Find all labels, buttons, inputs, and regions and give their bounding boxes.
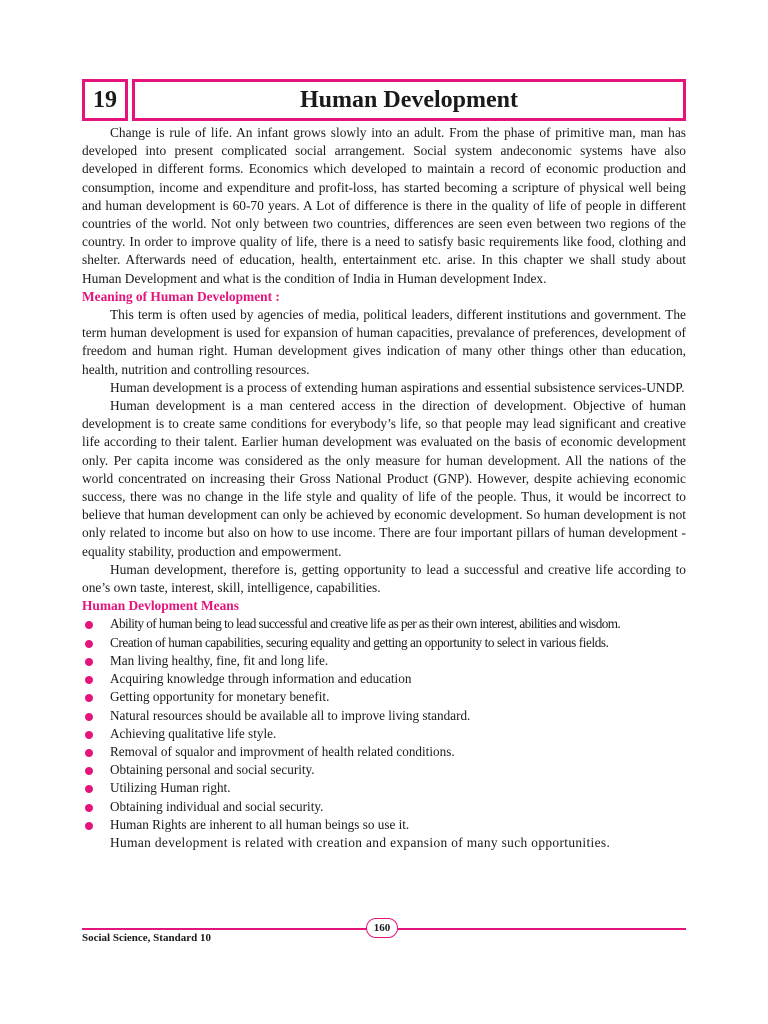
bullet-dot-icon bbox=[85, 822, 93, 830]
bullet-dot-icon bbox=[85, 621, 93, 629]
meaning-paragraph: Human development, therefore is, getting opportunity to lead a successful and creative life according to one’s own taste, interest, skill, intelligence, capabilities. bbox=[82, 561, 686, 596]
bullet-dot-icon bbox=[85, 658, 93, 666]
list-item-text: Achieving qualitative life style. bbox=[110, 725, 277, 741]
bullet-dot-icon bbox=[85, 767, 93, 775]
chapter-header bbox=[82, 79, 686, 121]
list-item-text: Removal of squalor and improvment of health related conditions. bbox=[110, 743, 455, 759]
bullet-dot-icon bbox=[85, 694, 93, 702]
meaning-heading: Meaning of Human Development : bbox=[82, 288, 280, 304]
bullet-dot-icon bbox=[85, 731, 93, 739]
means-heading: Human Devlopment Means bbox=[82, 598, 239, 614]
list-item-text: Human Rights are inherent to all human beings so use it. bbox=[110, 816, 410, 832]
page-number: 160 bbox=[366, 918, 398, 938]
list-item-text: Acquiring knowledge through information and education bbox=[110, 671, 412, 687]
page bbox=[82, 79, 686, 852]
list-item bbox=[82, 670, 686, 688]
list-item bbox=[82, 688, 686, 706]
chapter-body bbox=[82, 124, 686, 852]
list-item-text: Obtaining personal and social security. bbox=[110, 762, 315, 778]
list-item-text: Natural resources should be available all to improve living standard. bbox=[110, 707, 471, 723]
list-item bbox=[82, 707, 686, 725]
bullet-dot-icon bbox=[85, 804, 93, 812]
meaning-paragraph: This term is often used by agencies of media, political leaders, different institutions and government. The term human development is used for expansion of human capacities, prevalance of preferences, development of freedom and human right. Human development gives indication of many other things other than education, health, nutrition and controlling resources. bbox=[82, 307, 686, 377]
list-item bbox=[82, 779, 686, 797]
bullet-dot-icon bbox=[85, 676, 93, 684]
list-item bbox=[82, 725, 686, 743]
list-item-text: Creation of human capabilities, securing equality and getting an opportunity to select in various fields. bbox=[110, 634, 609, 650]
list-item bbox=[82, 816, 686, 834]
bullet-dot-icon bbox=[85, 749, 93, 757]
bullet-dot-icon bbox=[85, 785, 93, 793]
page-footer bbox=[82, 918, 686, 948]
means-list bbox=[82, 615, 686, 833]
intro-paragraph: Change is rule of life. An infant grows slowly into an adult. From the phase of primitive man, man has developed into present complicated social arrangement. Social system andeconomic systems have also developed in different forms. Economics which developed to maintain a record of economic production and consumption, income and expenditure and profit-loss, has started becoming a scripture of physical well being and human development is 60-70 years. A Lot of difference is there in the quality of life of people in different countries of the world. Not only between two countries, differences are seen even between two regions of the country. In order to improve quality of life, there is a need to satisfy basic requirements like food, clothing and shelter. Afterwards need of education, health, entertainment etc. arise. In this chapter we shall study about Human Development and what is the condition of India in Human development Index. bbox=[82, 125, 686, 286]
list-item-text: Obtaining individual and social security. bbox=[110, 798, 324, 814]
meaning-paragraph: Human development is a process of extending human aspirations and essential subsistence services-UNDP. bbox=[110, 379, 685, 395]
bullet-dot-icon bbox=[85, 713, 93, 721]
bullet-dot-icon bbox=[85, 640, 93, 648]
meaning-paragraph: Human development is a man centered access in the direction of development. Objective of human development is to create same conditions for everybody’s life, so that people may lead significant and creative life according to their talent. Earlier human development was evaluated on the basis of economic development only. Per capita income was considered as the only measure for human development. All the nations of the world concentrated on increasing their Gross National Product (GNP). However, despite achieving economic success, there was no change in the life style and quality of life of the people. Thus, it would be incorrect to believe that human development can only be achieved by economic development. So human development is not only related to income but also on how to use income. There are four important pillars of human development - equality stability, production and empowerment. bbox=[82, 398, 686, 559]
list-item-text: Utilizing Human right. bbox=[110, 780, 231, 796]
list-item bbox=[82, 615, 686, 633]
list-item-text: Getting opportunity for monetary benefit. bbox=[110, 689, 330, 705]
chapter-title: Human Development bbox=[132, 79, 686, 121]
closing-paragraph: Human development is related with creation and expansion of many such opportunities. bbox=[110, 834, 611, 850]
list-item bbox=[82, 634, 686, 652]
list-item bbox=[82, 761, 686, 779]
list-item bbox=[82, 798, 686, 816]
chapter-number: 19 bbox=[82, 79, 128, 121]
list-item-text: Ability of human being to lead successful and creative life as per as their own interest, abilities and wisdom. bbox=[110, 616, 621, 632]
list-item-text: Man living healthy, fine, fit and long life. bbox=[110, 652, 329, 668]
book-label: Social Science, Standard 10 bbox=[82, 932, 211, 944]
list-item bbox=[82, 652, 686, 670]
list-item bbox=[82, 743, 686, 761]
